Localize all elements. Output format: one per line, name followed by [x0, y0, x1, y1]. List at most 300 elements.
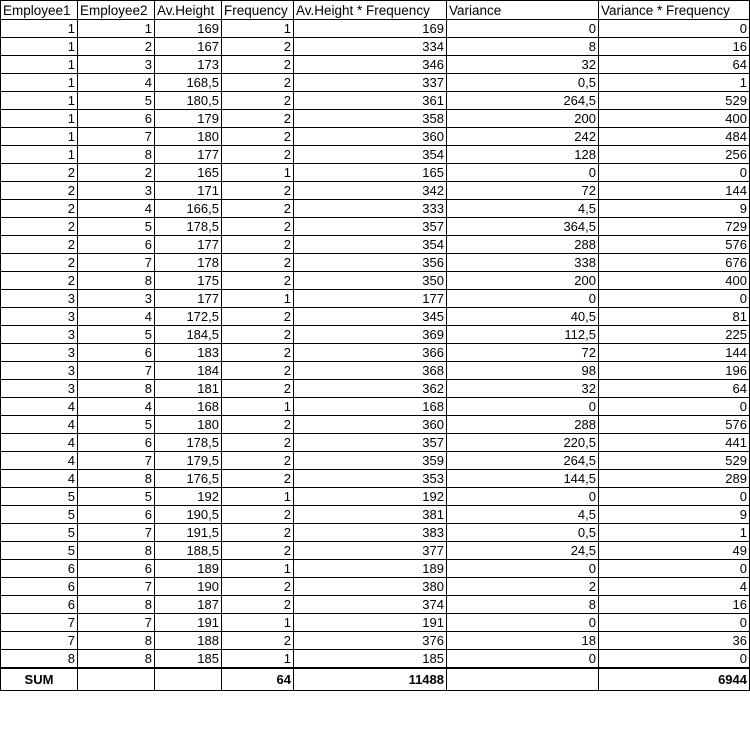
sum-cell-empty[interactable] — [447, 668, 599, 690]
cell-variance[interactable]: 0 — [447, 488, 599, 506]
cell-av-height[interactable]: 166,5 — [155, 200, 222, 218]
cell-av-height[interactable]: 184 — [155, 362, 222, 380]
cell-employee2[interactable]: 3 — [78, 182, 155, 200]
cell-av-height[interactable]: 190,5 — [155, 506, 222, 524]
cell-variance-frequency[interactable]: 289 — [599, 470, 750, 488]
cell-av-height-frequency[interactable]: 168 — [294, 398, 447, 416]
cell-av-height[interactable]: 165 — [155, 164, 222, 182]
table-row — [1, 308, 750, 326]
cell-av-height-frequency[interactable]: 346 — [294, 56, 447, 74]
cell-av-height-frequency[interactable]: 350 — [294, 272, 447, 290]
table-row — [1, 632, 750, 650]
cell-variance-frequency[interactable]: 16 — [599, 596, 750, 614]
cell-av-height-frequency[interactable]: 366 — [294, 344, 447, 362]
cell-av-height-frequency[interactable]: 334 — [294, 38, 447, 56]
table-row — [1, 650, 750, 669]
cell-av-height-frequency[interactable]: 191 — [294, 614, 447, 632]
cell-frequency[interactable]: 2 — [222, 56, 294, 74]
cell-variance[interactable]: 2 — [447, 578, 599, 596]
table-row — [1, 146, 750, 164]
cell-employee1[interactable]: 6 — [1, 596, 78, 614]
cell-employee2[interactable]: 7 — [78, 254, 155, 272]
cell-variance[interactable]: 264,5 — [447, 92, 599, 110]
cell-employee1[interactable]: 3 — [1, 308, 78, 326]
cell-variance[interactable]: 72 — [447, 182, 599, 200]
cell-variance-frequency[interactable]: 0 — [599, 164, 750, 182]
cell-employee2[interactable]: 6 — [78, 506, 155, 524]
cell-av-height-frequency[interactable]: 354 — [294, 146, 447, 164]
cell-variance-frequency[interactable]: 400 — [599, 110, 750, 128]
cell-av-height[interactable]: 180,5 — [155, 92, 222, 110]
sum-frequency[interactable]: 64 — [222, 668, 294, 690]
cell-variance[interactable]: 72 — [447, 344, 599, 362]
cell-variance-frequency[interactable]: 64 — [599, 56, 750, 74]
cell-employee2[interactable]: 8 — [78, 632, 155, 650]
table-row — [1, 524, 750, 542]
cell-employee1[interactable]: 2 — [1, 272, 78, 290]
cell-av-height-frequency[interactable]: 337 — [294, 74, 447, 92]
table-row — [1, 380, 750, 398]
cell-employee1[interactable]: 6 — [1, 578, 78, 596]
table-row — [1, 326, 750, 344]
cell-employee1[interactable]: 7 — [1, 614, 78, 632]
cell-av-height-frequency[interactable]: 377 — [294, 542, 447, 560]
cell-variance[interactable]: 0 — [447, 560, 599, 578]
cell-frequency[interactable]: 2 — [222, 110, 294, 128]
cell-av-height[interactable]: 180 — [155, 128, 222, 146]
cell-frequency[interactable]: 2 — [222, 380, 294, 398]
table-row — [1, 128, 750, 146]
cell-employee2[interactable]: 8 — [78, 380, 155, 398]
cell-av-height-frequency[interactable]: 185 — [294, 650, 447, 669]
cell-frequency[interactable]: 2 — [222, 128, 294, 146]
cell-frequency[interactable]: 2 — [222, 326, 294, 344]
cell-av-height-frequency[interactable]: 359 — [294, 452, 447, 470]
cell-frequency[interactable]: 1 — [222, 20, 294, 38]
table-row — [1, 398, 750, 416]
cell-av-height-frequency[interactable]: 383 — [294, 524, 447, 542]
cell-employee2[interactable]: 7 — [78, 614, 155, 632]
cell-av-height[interactable]: 177 — [155, 236, 222, 254]
sum-variance-frequency[interactable]: 6944 — [599, 668, 750, 690]
cell-employee1[interactable]: 3 — [1, 362, 78, 380]
cell-employee2[interactable]: 5 — [78, 416, 155, 434]
table-row — [1, 596, 750, 614]
table-row — [1, 542, 750, 560]
cell-variance[interactable]: 8 — [447, 596, 599, 614]
cell-av-height[interactable]: 189 — [155, 560, 222, 578]
cell-employee2[interactable]: 6 — [78, 434, 155, 452]
cell-av-height[interactable]: 168 — [155, 398, 222, 416]
cell-employee2[interactable]: 8 — [78, 146, 155, 164]
column-header-variance[interactable]: Variance — [447, 1, 599, 20]
cell-variance[interactable]: 4,5 — [447, 506, 599, 524]
cell-av-height-frequency[interactable]: 369 — [294, 326, 447, 344]
cell-employee1[interactable]: 1 — [1, 128, 78, 146]
cell-variance[interactable]: 0 — [447, 290, 599, 308]
cell-av-height-frequency[interactable]: 356 — [294, 254, 447, 272]
cell-av-height[interactable]: 188 — [155, 632, 222, 650]
cell-variance-frequency[interactable]: 576 — [599, 416, 750, 434]
cell-av-height-frequency[interactable]: 342 — [294, 182, 447, 200]
cell-variance[interactable]: 0 — [447, 20, 599, 38]
cell-variance[interactable]: 32 — [447, 380, 599, 398]
cell-employee1[interactable]: 5 — [1, 524, 78, 542]
cell-av-height-frequency[interactable]: 192 — [294, 488, 447, 506]
cell-frequency[interactable]: 1 — [222, 488, 294, 506]
cell-av-height-frequency[interactable]: 189 — [294, 560, 447, 578]
cell-variance-frequency[interactable]: 16 — [599, 38, 750, 56]
cell-variance-frequency[interactable]: 0 — [599, 290, 750, 308]
cell-av-height[interactable]: 187 — [155, 596, 222, 614]
cell-av-height[interactable]: 184,5 — [155, 326, 222, 344]
cell-frequency[interactable]: 2 — [222, 272, 294, 290]
cell-employee2[interactable]: 2 — [78, 38, 155, 56]
cell-frequency[interactable]: 2 — [222, 596, 294, 614]
cell-employee1[interactable]: 6 — [1, 560, 78, 578]
cell-av-height-frequency[interactable]: 353 — [294, 470, 447, 488]
cell-employee2[interactable]: 6 — [78, 236, 155, 254]
cell-variance-frequency[interactable]: 144 — [599, 344, 750, 362]
cell-variance[interactable]: 32 — [447, 56, 599, 74]
cell-variance-frequency[interactable]: 0 — [599, 488, 750, 506]
cell-variance-frequency[interactable]: 256 — [599, 146, 750, 164]
cell-employee1[interactable]: 4 — [1, 452, 78, 470]
cell-employee2[interactable]: 8 — [78, 470, 155, 488]
cell-employee1[interactable]: 4 — [1, 398, 78, 416]
cell-employee1[interactable]: 1 — [1, 110, 78, 128]
cell-employee1[interactable]: 7 — [1, 632, 78, 650]
cell-frequency[interactable]: 1 — [222, 560, 294, 578]
cell-av-height[interactable]: 179 — [155, 110, 222, 128]
sum-cell-empty[interactable] — [78, 668, 155, 690]
cell-frequency[interactable]: 2 — [222, 200, 294, 218]
cell-av-height[interactable]: 185 — [155, 650, 222, 669]
cell-variance-frequency[interactable]: 9 — [599, 200, 750, 218]
cell-employee2[interactable]: 6 — [78, 560, 155, 578]
cell-employee1[interactable]: 2 — [1, 218, 78, 236]
cell-variance[interactable]: 0 — [447, 398, 599, 416]
cell-variance-frequency[interactable]: 1 — [599, 524, 750, 542]
table-row — [1, 200, 750, 218]
cell-variance-frequency[interactable]: 4 — [599, 578, 750, 596]
cell-variance-frequency[interactable]: 529 — [599, 92, 750, 110]
cell-employee2[interactable]: 3 — [78, 290, 155, 308]
cell-variance[interactable]: 288 — [447, 236, 599, 254]
cell-employee1[interactable]: 3 — [1, 290, 78, 308]
cell-av-height[interactable]: 173 — [155, 56, 222, 74]
cell-frequency[interactable]: 2 — [222, 236, 294, 254]
cell-av-height-frequency[interactable]: 376 — [294, 632, 447, 650]
cell-employee2[interactable]: 5 — [78, 218, 155, 236]
cell-employee2[interactable]: 8 — [78, 542, 155, 560]
cell-variance-frequency[interactable]: 0 — [599, 650, 750, 669]
cell-variance[interactable]: 144,5 — [447, 470, 599, 488]
column-header-frequency[interactable]: Frequency — [222, 1, 294, 20]
table-row — [1, 56, 750, 74]
cell-frequency[interactable]: 1 — [222, 290, 294, 308]
table-row — [1, 236, 750, 254]
cell-av-height[interactable]: 178,5 — [155, 218, 222, 236]
cell-employee1[interactable]: 8 — [1, 650, 78, 669]
cell-av-height-frequency[interactable]: 368 — [294, 362, 447, 380]
cell-frequency[interactable]: 2 — [222, 308, 294, 326]
cell-employee1[interactable]: 5 — [1, 488, 78, 506]
table-row — [1, 20, 750, 38]
cell-frequency[interactable]: 2 — [222, 416, 294, 434]
cell-variance-frequency[interactable]: 36 — [599, 632, 750, 650]
cell-variance[interactable]: 338 — [447, 254, 599, 272]
cell-variance-frequency[interactable]: 196 — [599, 362, 750, 380]
cell-employee1[interactable]: 4 — [1, 470, 78, 488]
cell-variance[interactable]: 40,5 — [447, 308, 599, 326]
cell-variance-frequency[interactable]: 441 — [599, 434, 750, 452]
cell-variance-frequency[interactable]: 81 — [599, 308, 750, 326]
cell-av-height[interactable]: 178,5 — [155, 434, 222, 452]
cell-av-height[interactable]: 175 — [155, 272, 222, 290]
cell-variance[interactable]: 0 — [447, 650, 599, 669]
cell-variance[interactable]: 18 — [447, 632, 599, 650]
cell-frequency[interactable]: 2 — [222, 506, 294, 524]
cell-variance-frequency[interactable]: 0 — [599, 398, 750, 416]
cell-employee2[interactable]: 7 — [78, 128, 155, 146]
cell-av-height-frequency[interactable]: 333 — [294, 200, 447, 218]
cell-frequency[interactable]: 2 — [222, 182, 294, 200]
cell-av-height-frequency[interactable]: 354 — [294, 236, 447, 254]
cell-variance[interactable]: 112,5 — [447, 326, 599, 344]
cell-variance[interactable]: 264,5 — [447, 452, 599, 470]
cell-variance[interactable]: 0 — [447, 614, 599, 632]
cell-employee2[interactable]: 2 — [78, 164, 155, 182]
cell-frequency[interactable]: 2 — [222, 38, 294, 56]
cell-variance[interactable]: 98 — [447, 362, 599, 380]
cell-employee2[interactable]: 4 — [78, 200, 155, 218]
cell-frequency[interactable]: 2 — [222, 146, 294, 164]
cell-variance[interactable]: 364,5 — [447, 218, 599, 236]
cell-av-height-frequency[interactable]: 374 — [294, 596, 447, 614]
cell-av-height[interactable]: 178 — [155, 254, 222, 272]
cell-employee2[interactable]: 4 — [78, 398, 155, 416]
table-row — [1, 362, 750, 380]
cell-variance-frequency[interactable]: 576 — [599, 236, 750, 254]
cell-variance[interactable]: 128 — [447, 146, 599, 164]
table-row — [1, 254, 750, 272]
cell-employee2[interactable]: 4 — [78, 308, 155, 326]
cell-employee1[interactable]: 3 — [1, 326, 78, 344]
cell-employee1[interactable]: 2 — [1, 236, 78, 254]
cell-variance-frequency[interactable]: 0 — [599, 20, 750, 38]
cell-av-height-frequency[interactable]: 362 — [294, 380, 447, 398]
cell-variance[interactable]: 4,5 — [447, 200, 599, 218]
column-header-av-height[interactable]: Av.Height — [155, 1, 222, 20]
cell-variance-frequency[interactable]: 49 — [599, 542, 750, 560]
cell-employee2[interactable]: 3 — [78, 56, 155, 74]
cell-av-height[interactable]: 177 — [155, 146, 222, 164]
table-row — [1, 290, 750, 308]
cell-employee1[interactable]: 4 — [1, 434, 78, 452]
cell-av-height-frequency[interactable]: 360 — [294, 416, 447, 434]
table-row — [1, 110, 750, 128]
cell-frequency[interactable]: 2 — [222, 578, 294, 596]
cell-employee2[interactable]: 7 — [78, 524, 155, 542]
cell-av-height[interactable]: 190 — [155, 578, 222, 596]
cell-frequency[interactable]: 1 — [222, 614, 294, 632]
cell-employee2[interactable]: 6 — [78, 344, 155, 362]
cell-frequency[interactable]: 2 — [222, 218, 294, 236]
cell-employee2[interactable]: 4 — [78, 74, 155, 92]
cell-av-height[interactable]: 179,5 — [155, 452, 222, 470]
sum-cell-empty[interactable] — [155, 668, 222, 690]
cell-av-height[interactable]: 168,5 — [155, 74, 222, 92]
table-row — [1, 92, 750, 110]
cell-frequency[interactable]: 2 — [222, 542, 294, 560]
cell-variance-frequency[interactable]: 9 — [599, 506, 750, 524]
cell-variance[interactable]: 8 — [447, 38, 599, 56]
cell-employee2[interactable]: 1 — [78, 20, 155, 38]
cell-employee1[interactable]: 5 — [1, 542, 78, 560]
cell-av-height-frequency[interactable]: 357 — [294, 434, 447, 452]
cell-av-height-frequency[interactable]: 169 — [294, 20, 447, 38]
cell-employee1[interactable]: 2 — [1, 164, 78, 182]
cell-variance[interactable]: 0,5 — [447, 74, 599, 92]
cell-av-height[interactable]: 177 — [155, 290, 222, 308]
cell-frequency[interactable]: 1 — [222, 650, 294, 669]
cell-frequency[interactable]: 1 — [222, 164, 294, 182]
cell-employee2[interactable]: 7 — [78, 578, 155, 596]
cell-employee2[interactable]: 5 — [78, 92, 155, 110]
header-row — [1, 1, 750, 20]
cell-employee1[interactable]: 1 — [1, 56, 78, 74]
cell-variance-frequency[interactable]: 64 — [599, 380, 750, 398]
cell-employee2[interactable]: 8 — [78, 650, 155, 669]
cell-variance[interactable]: 200 — [447, 272, 599, 290]
cell-av-height[interactable]: 191 — [155, 614, 222, 632]
cell-av-height-frequency[interactable]: 357 — [294, 218, 447, 236]
column-header-variance-frequency[interactable]: Variance * Frequency — [599, 1, 750, 20]
cell-av-height[interactable]: 183 — [155, 344, 222, 362]
cell-employee2[interactable]: 7 — [78, 452, 155, 470]
cell-variance-frequency[interactable]: 729 — [599, 218, 750, 236]
cell-variance[interactable]: 0,5 — [447, 524, 599, 542]
cell-variance-frequency[interactable]: 529 — [599, 452, 750, 470]
column-header-employee2[interactable]: Employee2 — [78, 1, 155, 20]
cell-variance-frequency[interactable]: 400 — [599, 272, 750, 290]
cell-av-height-frequency[interactable]: 358 — [294, 110, 447, 128]
cell-av-height-frequency[interactable]: 380 — [294, 578, 447, 596]
cell-employee1[interactable]: 3 — [1, 380, 78, 398]
cell-variance-frequency[interactable]: 0 — [599, 560, 750, 578]
cell-frequency[interactable]: 2 — [222, 362, 294, 380]
column-header-av-height-frequency[interactable]: Av.Height * Frequency — [294, 1, 447, 20]
cell-employee1[interactable]: 2 — [1, 200, 78, 218]
cell-frequency[interactable]: 2 — [222, 254, 294, 272]
cell-employee1[interactable]: 1 — [1, 146, 78, 164]
cell-employee2[interactable]: 5 — [78, 326, 155, 344]
table-row — [1, 344, 750, 362]
cell-employee2[interactable]: 8 — [78, 272, 155, 290]
table-row — [1, 488, 750, 506]
cell-variance-frequency[interactable]: 225 — [599, 326, 750, 344]
table-row — [1, 434, 750, 452]
table-row — [1, 164, 750, 182]
cell-employee2[interactable]: 6 — [78, 110, 155, 128]
cell-employee1[interactable]: 1 — [1, 92, 78, 110]
cell-variance-frequency[interactable]: 144 — [599, 182, 750, 200]
cell-av-height[interactable]: 167 — [155, 38, 222, 56]
cell-av-height[interactable]: 172,5 — [155, 308, 222, 326]
cell-av-height[interactable]: 171 — [155, 182, 222, 200]
cell-variance-frequency[interactable]: 676 — [599, 254, 750, 272]
cell-av-height[interactable]: 180 — [155, 416, 222, 434]
cell-frequency[interactable]: 2 — [222, 344, 294, 362]
cell-av-height[interactable]: 188,5 — [155, 542, 222, 560]
table-row — [1, 452, 750, 470]
cell-av-height[interactable]: 191,5 — [155, 524, 222, 542]
cell-frequency[interactable]: 2 — [222, 92, 294, 110]
table-body — [1, 20, 750, 669]
cell-av-height-frequency[interactable]: 360 — [294, 128, 447, 146]
cell-variance[interactable]: 242 — [447, 128, 599, 146]
cell-variance[interactable]: 220,5 — [447, 434, 599, 452]
cell-frequency[interactable]: 2 — [222, 524, 294, 542]
cell-av-height-frequency[interactable]: 345 — [294, 308, 447, 326]
cell-employee1[interactable]: 5 — [1, 506, 78, 524]
cell-variance[interactable]: 0 — [447, 164, 599, 182]
cell-av-height[interactable]: 169 — [155, 20, 222, 38]
cell-frequency[interactable]: 2 — [222, 452, 294, 470]
table-row — [1, 560, 750, 578]
cell-employee2[interactable]: 5 — [78, 488, 155, 506]
cell-frequency[interactable]: 2 — [222, 470, 294, 488]
sum-row — [1, 668, 750, 690]
cell-employee1[interactable]: 2 — [1, 254, 78, 272]
sum-av-height-frequency[interactable]: 11488 — [294, 668, 447, 690]
cell-av-height-frequency[interactable]: 381 — [294, 506, 447, 524]
cell-variance[interactable]: 24,5 — [447, 542, 599, 560]
table-row — [1, 506, 750, 524]
cell-employee2[interactable]: 8 — [78, 596, 155, 614]
table-row — [1, 272, 750, 290]
cell-employee1[interactable]: 1 — [1, 20, 78, 38]
cell-employee1[interactable]: 4 — [1, 416, 78, 434]
column-header-employee1[interactable]: Employee1 — [1, 1, 78, 20]
cell-frequency[interactable]: 1 — [222, 398, 294, 416]
cell-av-height[interactable]: 192 — [155, 488, 222, 506]
table-row — [1, 182, 750, 200]
cell-variance[interactable]: 200 — [447, 110, 599, 128]
cell-employee2[interactable]: 7 — [78, 362, 155, 380]
cell-variance-frequency[interactable]: 1 — [599, 74, 750, 92]
sum-label[interactable]: SUM — [1, 668, 78, 690]
cell-frequency[interactable]: 2 — [222, 74, 294, 92]
cell-av-height-frequency[interactable]: 177 — [294, 290, 447, 308]
table-row — [1, 38, 750, 56]
cell-variance-frequency[interactable]: 0 — [599, 614, 750, 632]
cell-av-height-frequency[interactable]: 165 — [294, 164, 447, 182]
cell-av-height-frequency[interactable]: 361 — [294, 92, 447, 110]
cell-variance-frequency[interactable]: 484 — [599, 128, 750, 146]
cell-employee1[interactable]: 3 — [1, 344, 78, 362]
cell-employee1[interactable]: 1 — [1, 74, 78, 92]
cell-frequency[interactable]: 2 — [222, 632, 294, 650]
cell-frequency[interactable]: 2 — [222, 434, 294, 452]
cell-employee1[interactable]: 1 — [1, 38, 78, 56]
cell-av-height[interactable]: 181 — [155, 380, 222, 398]
cell-variance[interactable]: 288 — [447, 416, 599, 434]
cell-av-height[interactable]: 176,5 — [155, 470, 222, 488]
cell-employee1[interactable]: 2 — [1, 182, 78, 200]
table-row — [1, 470, 750, 488]
